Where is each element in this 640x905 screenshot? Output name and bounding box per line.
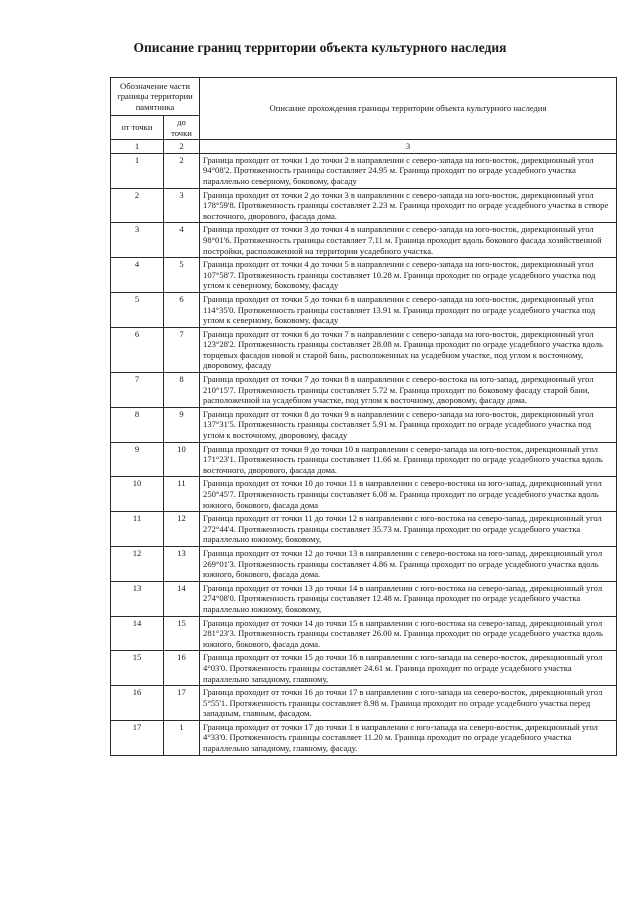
- to-point-cell: 1: [164, 720, 200, 755]
- boundary-description-cell: Граница проходит от точки 14 до точки 15 в направлении с юго-востока на северо-запад, дирекционный угол 281°23'3. Протяженность границы составляет 26.00 м. Граница проходит по ограде усадебного участка вдоль южного, бокового, фасада дома.: [200, 616, 617, 651]
- to-point-cell: 13: [164, 546, 200, 581]
- from-point-cell: 4: [111, 258, 164, 293]
- table-row: [111, 188, 617, 223]
- boundary-description-cell: Граница проходит от точки 15 до точки 16 в направлении с юго-запада на северо-восток, дирекционный угол 4°03'0. Протяженность границы составляет 24.61 м. Граница проходит по ограде усадебного участка параллельно западному, главному,: [200, 651, 617, 686]
- table-row: [111, 581, 617, 616]
- to-point-cell: 10: [164, 442, 200, 477]
- boundary-description-cell: Граница проходит от точки 12 до точки 13 в направлении с северо-востока на юго-запад, дирекционный угол 269°01'3. Протяженность границы составляет 4.86 м. Граница проходит по ограде усадебного участка вдоль южного, бокового, фасада дома.: [200, 546, 617, 581]
- boundary-description-cell: Граница проходит от точки 11 до точки 12 в направлении с юго-востока на северо-запад, дирекционный угол 272°44'4. Протяженность границы составляет 35.73 м. Граница проходит по ограде усадебного участка параллельно южному, боковому,: [200, 512, 617, 547]
- boundary-description-cell: Граница проходит от точки 1 до точки 2 в направлении с северо-запада на юго-восток, дирекционный угол 94°08'2. Протяженность границы составляет 24.95 м. Граница проходит по ограде усадебного участка параллельно северному, боковому, фасаду: [200, 153, 617, 188]
- from-point-cell: 7: [111, 373, 164, 408]
- from-point-cell: 11: [111, 512, 164, 547]
- table-row: [111, 512, 617, 547]
- table-row: [111, 153, 617, 188]
- boundary-description-cell: Граница проходит от точки 8 до точки 9 в направлении с северо-запада на юго-восток, дирекционный угол 137°31'5. Протяженность границы составляет 5.91 м. Граница проходит по ограде усадебного участка под углом к восточному, дворовому, фасаду: [200, 407, 617, 442]
- from-point-cell: 2: [111, 188, 164, 223]
- table-row: [111, 292, 617, 327]
- header-from-point: от точки: [111, 116, 164, 140]
- column-number: 1: [111, 140, 164, 154]
- boundary-description-cell: Граница проходит от точки 16 до точки 17 в направлении с юго-запада на северо-восток, дирекционный угол 5°55'1. Протяженность границы составляет 8.98 м. Граница проходит по ограде усадебного участка перед западным, главным, фасадом.: [200, 686, 617, 721]
- to-point-cell: 5: [164, 258, 200, 293]
- to-point-cell: 6: [164, 292, 200, 327]
- from-point-cell: 15: [111, 651, 164, 686]
- boundary-description-cell: Граница проходит от точки 4 до точки 5 в направлении с северо-запада на юго-восток, дирекционный угол 107°58'7. Протяженность границы составляет 10.28 м. Граница проходит по ограде усадебного участка под углом к северному, боковому, фасаду: [200, 258, 617, 293]
- table-row: [111, 407, 617, 442]
- to-point-cell: 2: [164, 153, 200, 188]
- to-point-cell: 15: [164, 616, 200, 651]
- to-point-cell: 16: [164, 651, 200, 686]
- table-row: [111, 477, 617, 512]
- header-description: Описание прохождения границы территории объекта культурного наследия: [200, 78, 617, 140]
- table-row: [111, 373, 617, 408]
- header-boundary-part: Обозначение части границы территории памятника: [111, 78, 200, 116]
- to-point-cell: 17: [164, 686, 200, 721]
- to-point-cell: 9: [164, 407, 200, 442]
- from-point-cell: 5: [111, 292, 164, 327]
- boundary-description-cell: Граница проходит от точки 7 до точки 8 в направлении с северо-востока на юго-запад, дирекционный угол 210°15'7. Протяженность границы составляет 5.72 м. Граница проходит по боковому фасаду старой бани, расположенной на усадебном участке, под углом к восточному, дворовому, фасаду дома.: [200, 373, 617, 408]
- boundary-description-cell: Граница проходит от точки 10 до точки 11 в направлении с северо-востока на юго-запад, дирекционный угол 250°45'7. Протяженность границы составляет 6.08 м. Граница проходит по ограде усадебного участка вдоль южного, бокового, фасада дома: [200, 477, 617, 512]
- from-point-cell: 3: [111, 223, 164, 258]
- to-point-cell: 3: [164, 188, 200, 223]
- table-row: [111, 651, 617, 686]
- table-header-row: [111, 78, 617, 116]
- from-point-cell: 1: [111, 153, 164, 188]
- column-number-row: [111, 140, 617, 154]
- boundary-description-cell: Граница проходит от точки 2 до точки 3 в направлении с северо-запада на юго-восток, дирекционный угол 178°59'8. Протяженность границы составляет 2.23 м. Граница проходит по ограде усадебного участка в створе восточного, дворового, фасада дома.: [200, 188, 617, 223]
- boundary-description-cell: Граница проходит от точки 3 до точки 4 в направлении с северо-запада на юго-восток, дирекционный угол 98°01'6. Протяженность границы составляет 7.11 м. Граница проходит вдоль бокового фасада хозяйственной постройки, расположенной на территории усадебного участка.: [200, 223, 617, 258]
- from-point-cell: 10: [111, 477, 164, 512]
- document-title: Описание границ территории объекта культурного наследия: [133, 40, 507, 55]
- from-point-cell: 8: [111, 407, 164, 442]
- table-row: [111, 720, 617, 755]
- from-point-cell: 12: [111, 546, 164, 581]
- table-row: [111, 258, 617, 293]
- boundary-description-cell: Граница проходит от точки 17 до точки 1 в направлении с юго-запада на северо-восток, дирекционный угол 4°33'0. Протяженность границы составляет 11.20 м. Граница проходит по ограде усадебного участка параллельно западному, главному, фасаду.: [200, 720, 617, 755]
- from-point-cell: 17: [111, 720, 164, 755]
- to-point-cell: 8: [164, 373, 200, 408]
- from-point-cell: 13: [111, 581, 164, 616]
- from-point-cell: 16: [111, 686, 164, 721]
- boundary-description-cell: Граница проходит от точки 6 до точки 7 в направлении с северо-запада на юго-восток, дирекционный угол 123°28'2. Протяженность границы составляет 28.08 м. Граница проходит по ограде усадебного участка вдоль торцевых фасадов новой и старой бань, расположенных на усадебном участке, под углом к восточному, дворовому, фасаду: [200, 327, 617, 372]
- to-point-cell: 7: [164, 327, 200, 372]
- boundary-description-cell: Граница проходит от точки 13 до точки 14 в направлении с юго-востока на северо-запад, дирекционный угол 274°08'0. Протяженность границы составляет 12.48 м. Граница проходит по ограде усадебного участка параллельно южному, боковому,: [200, 581, 617, 616]
- column-number: 3: [200, 140, 617, 154]
- header-to-point: до точки: [164, 116, 200, 140]
- to-point-cell: 4: [164, 223, 200, 258]
- to-point-cell: 14: [164, 581, 200, 616]
- boundary-description-cell: Граница проходит от точки 5 до точки 6 в направлении с северо-запада на юго-восток, дирекционный угол 114°35'0. Протяженность границы составляет 13.91 м. Граница проходит по ограде усадебного участка под углом к северному, боковому, фасаду: [200, 292, 617, 327]
- table-row: [111, 442, 617, 477]
- boundary-description-cell: Граница проходит от точки 9 до точки 10 в направлении с северо-запада на юго-восток, дирекционный угол 171°23'1. Протяженность границы составляет 11.66 м. Граница проходит по ограде усадебного участка вдоль восточного, дворового, фасада дома.: [200, 442, 617, 477]
- from-point-cell: 14: [111, 616, 164, 651]
- from-point-cell: 6: [111, 327, 164, 372]
- table-row: [111, 616, 617, 651]
- table-row: [111, 327, 617, 372]
- boundary-table: [110, 77, 617, 756]
- table-row: [111, 223, 617, 258]
- from-point-cell: 9: [111, 442, 164, 477]
- table-row: [111, 546, 617, 581]
- column-number: 2: [164, 140, 200, 154]
- table-row: [111, 686, 617, 721]
- to-point-cell: 12: [164, 512, 200, 547]
- to-point-cell: 11: [164, 477, 200, 512]
- table-body: [111, 153, 617, 755]
